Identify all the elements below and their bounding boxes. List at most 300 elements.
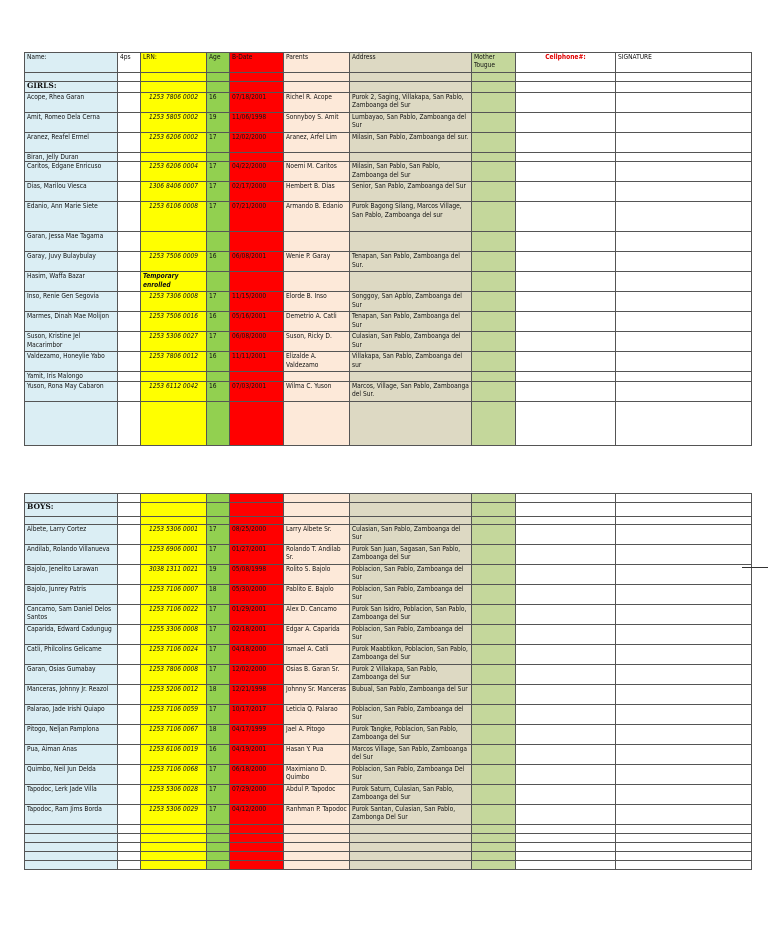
cell-empty [516, 545, 616, 565]
cell-empty [118, 252, 141, 272]
cell-address: Purok 2, Saging, Villakapa, San Pablo, Zamboanga del Sur [350, 93, 472, 113]
header-parents: Parents [284, 53, 350, 73]
cell-empty [284, 843, 350, 852]
cell-empty [616, 292, 752, 312]
cell-name: Albete, Larry Cortez [25, 525, 118, 545]
cell-lrn: 1253 6106 0008 [141, 202, 207, 232]
cell-empty [207, 843, 230, 852]
cell-bdate: 07/18/2001 [230, 93, 284, 113]
cell-lrn: 1253 7806 0008 [141, 665, 207, 685]
cell-parents: Demetrio A. Catli [284, 312, 350, 332]
table-row [25, 705, 752, 725]
cell-age: 16 [207, 312, 230, 332]
cell-empty [516, 585, 616, 605]
cell-empty [472, 685, 516, 705]
cell-lrn: Temporary enrolled [141, 272, 207, 292]
boys-section-label: BOYS: [25, 503, 118, 517]
table-row [25, 312, 752, 332]
cell-address: Milasin, San Pablo, San Pablo, Zamboanga del Sur [350, 162, 472, 182]
cell-empty [516, 843, 616, 852]
cell-empty [616, 153, 752, 162]
cell-lrn [141, 232, 207, 252]
table-row [25, 162, 752, 182]
cell-age: 17 [207, 625, 230, 645]
header-bdate: B-Date [230, 53, 284, 73]
cell-empty [616, 401, 752, 445]
cell-address: Purok Tangke, Poblacion, San Pablo, Zamboanga del Sur [350, 725, 472, 745]
cell-lrn: 1253 7106 0059 [141, 705, 207, 725]
girls-section-row [25, 82, 752, 93]
header-age: Age [207, 53, 230, 73]
table-row [25, 545, 752, 565]
cell-parents [284, 272, 350, 292]
cell-name: Tapodoc, Lerk Jade Villa [25, 785, 118, 805]
cell-name: Garan, Osias Gumabay [25, 665, 118, 685]
cell-empty [516, 372, 616, 381]
cell-empty [230, 852, 284, 861]
header-address: Address [350, 53, 472, 73]
cell-empty [207, 861, 230, 870]
cell-name: Cancamo, Sam Daniel Delos Santos [25, 605, 118, 625]
cell-lrn: 1253 7306 0008 [141, 292, 207, 312]
cell-empty [118, 605, 141, 625]
cell-empty [616, 182, 752, 202]
cell-empty [141, 825, 207, 834]
table-row [25, 252, 752, 272]
cell-empty [118, 312, 141, 332]
cell-empty [118, 372, 141, 381]
cell-name: Caritos, Edgane Enricuso [25, 162, 118, 182]
cell-empty [516, 202, 616, 232]
cell-empty [516, 401, 616, 445]
cell-address: Culasian, San Pablo, Zamboanga del Sur [350, 525, 472, 545]
cell-empty [616, 272, 752, 292]
cell-name: Valdezamo, Honeylie Yabo [25, 352, 118, 372]
cell-address: Milasin, San Pablo, Zamboanga del sur. [350, 133, 472, 153]
cell-empty [616, 133, 752, 153]
cell-empty [472, 312, 516, 332]
cell-name: Suson, Kristine Jel Macarimbor [25, 332, 118, 352]
cell-name: Tapodoc, Ram Jims Borda [25, 805, 118, 825]
cell-empty [118, 545, 141, 565]
cell-empty [350, 852, 472, 861]
cell-empty [118, 825, 141, 834]
cell-age: 17 [207, 545, 230, 565]
cell-empty [472, 745, 516, 765]
cell-parents [284, 232, 350, 252]
table-row [25, 372, 752, 381]
cell-bdate: 06/08/2000 [230, 332, 284, 352]
cell-lrn: 1253 5206 0012 [141, 685, 207, 705]
cell-lrn [141, 372, 207, 381]
cell-age: 17 [207, 705, 230, 725]
cell-empty [118, 805, 141, 825]
cell-empty [616, 162, 752, 182]
cell-empty [516, 785, 616, 805]
cell-empty [472, 232, 516, 252]
cell-age: 17 [207, 665, 230, 685]
cell-bdate: 05/16/2001 [230, 312, 284, 332]
table-row [25, 785, 752, 805]
stray-line [742, 567, 768, 568]
table-row [25, 861, 752, 870]
cell-bdate: 06/08/2001 [230, 252, 284, 272]
cell-empty [118, 745, 141, 765]
cell-age: 17 [207, 645, 230, 665]
cell-lrn: 1253 7506 0016 [141, 312, 207, 332]
cell-name: Andilab, Rolando Villanueva [25, 545, 118, 565]
cell-parents: Hasan Y. Pua [284, 745, 350, 765]
cell-empty [350, 843, 472, 852]
cell-empty [118, 625, 141, 645]
cell-empty [118, 381, 141, 401]
cell-parents: Johnny Sr. Manceras [284, 685, 350, 705]
cell-age: 16 [207, 93, 230, 113]
cell-name: Dias, Marilou Viesca [25, 182, 118, 202]
cell-lrn: 1253 6206 0002 [141, 133, 207, 153]
cell-parents: Alex D. Cancamo [284, 605, 350, 625]
cell-empty [230, 825, 284, 834]
cell-empty [118, 565, 141, 585]
cell-empty [118, 93, 141, 113]
cell-empty [472, 352, 516, 372]
cell-age: 17 [207, 805, 230, 825]
cell-address [350, 372, 472, 381]
cell-empty [118, 852, 141, 861]
cell-parents: Wenie P. Garay [284, 252, 350, 272]
cell-name: Pitogo, Neljan Pamplona [25, 725, 118, 745]
cell-empty [616, 352, 752, 372]
cell-empty [616, 805, 752, 825]
cell-empty [472, 202, 516, 232]
table-row [25, 834, 752, 843]
cell-empty [516, 153, 616, 162]
cell-empty [472, 332, 516, 352]
cell-bdate: 04/12/2000 [230, 805, 284, 825]
girls-roster-table [24, 52, 752, 446]
cell-age: 18 [207, 685, 230, 705]
cell-parents: Jael A. Pitogo [284, 725, 350, 745]
table-row [25, 625, 752, 645]
spacer-row [25, 494, 752, 503]
cell-empty [472, 525, 516, 545]
cell-empty [616, 545, 752, 565]
table-row [25, 292, 752, 312]
cell-empty [516, 605, 616, 625]
cell-age: 16 [207, 381, 230, 401]
cell-empty [472, 93, 516, 113]
cell-empty [25, 401, 118, 445]
cell-empty [141, 401, 207, 445]
cell-empty [284, 834, 350, 843]
cell-empty [516, 685, 616, 705]
cell-empty [118, 585, 141, 605]
cell-empty [616, 745, 752, 765]
cell-parents: Richel R. Acope [284, 93, 350, 113]
cell-empty [118, 685, 141, 705]
cell-address [350, 232, 472, 252]
cell-empty [516, 182, 616, 202]
table-row [25, 765, 752, 785]
cell-empty [516, 834, 616, 843]
table-row [25, 843, 752, 852]
cell-empty [472, 162, 516, 182]
cell-address [350, 153, 472, 162]
cell-empty [472, 401, 516, 445]
cell-empty [516, 861, 616, 870]
cell-empty [616, 843, 752, 852]
table-row [25, 725, 752, 745]
table-row [25, 645, 752, 665]
cell-bdate: 02/17/2000 [230, 182, 284, 202]
cell-empty [118, 182, 141, 202]
table-row [25, 401, 752, 445]
cell-empty [516, 312, 616, 332]
cell-empty [118, 705, 141, 725]
cell-bdate: 07/21/2000 [230, 202, 284, 232]
cell-name: Yuson, Rona May Cabaron [25, 381, 118, 401]
cell-empty [284, 861, 350, 870]
cell-name: Garay, Juvy Bulaybulay [25, 252, 118, 272]
cell-empty [616, 372, 752, 381]
cell-empty [230, 834, 284, 843]
cell-lrn: 1253 7506 0009 [141, 252, 207, 272]
header-signature: SIGNATURE [616, 53, 752, 73]
cell-empty [616, 93, 752, 113]
table-row [25, 805, 752, 825]
spacer-row [25, 73, 752, 82]
cell-age: 18 [207, 725, 230, 745]
cell-empty [118, 113, 141, 133]
cell-empty [472, 625, 516, 645]
cell-empty [118, 133, 141, 153]
table-row [25, 332, 752, 352]
cell-empty [230, 843, 284, 852]
cell-name: Manceras, Johnny Jr. Reazol [25, 685, 118, 705]
cell-address: Poblacion, San Pablo, Zamboanga del Sur [350, 565, 472, 585]
table-row [25, 232, 752, 252]
cell-empty [118, 332, 141, 352]
cell-address: Purok Santan, Culasian, San Pablo, Zambonga Del Sur [350, 805, 472, 825]
cell-empty [118, 645, 141, 665]
cell-address: Tenapan, San Pablo, Zamboanga del Sur [350, 312, 472, 332]
cell-empty [472, 825, 516, 834]
cell-empty [472, 585, 516, 605]
cell-bdate: 08/25/2000 [230, 525, 284, 545]
cell-empty [141, 861, 207, 870]
cell-lrn: 1253 7106 0068 [141, 765, 207, 785]
cell-empty [284, 852, 350, 861]
cell-empty [616, 725, 752, 745]
boys-roster-table [24, 493, 752, 870]
cell-parents: Armando B. Edanio [284, 202, 350, 232]
table-row [25, 381, 752, 401]
cell-age: 17 [207, 605, 230, 625]
cell-empty [472, 861, 516, 870]
cell-address: Purok Saturn, Culasian, San Pablo, Zamboanga del Sur [350, 785, 472, 805]
cell-parents: Pablito E. Bajolo [284, 585, 350, 605]
cell-name: Edanio, Ann Marie Siete [25, 202, 118, 232]
cell-bdate: 11/15/2000 [230, 292, 284, 312]
table-row [25, 272, 752, 292]
cell-empty [616, 525, 752, 545]
cell-name: Palarao, Jade Irishi Quiapo [25, 705, 118, 725]
cell-parents: Abdul P. Tapodoc [284, 785, 350, 805]
cell-empty [25, 861, 118, 870]
cell-empty [472, 605, 516, 625]
cell-address: Culasian, San Pablo, Zamboanga del Sur [350, 332, 472, 352]
cell-lrn: 1253 6112 0042 [141, 381, 207, 401]
cell-parents: Ismael A. Catli [284, 645, 350, 665]
cell-empty [350, 861, 472, 870]
cell-empty [472, 545, 516, 565]
cell-name: Caparida, Edward Cadungug [25, 625, 118, 645]
table-row [25, 525, 752, 545]
cell-age [207, 153, 230, 162]
cell-empty [284, 825, 350, 834]
cell-empty [230, 861, 284, 870]
table-row [25, 565, 752, 585]
table-row [25, 665, 752, 685]
header-name: Name: [25, 53, 118, 73]
table-row [25, 202, 752, 232]
cell-empty [472, 113, 516, 133]
cell-empty [118, 401, 141, 445]
cell-empty [207, 401, 230, 445]
cell-empty [516, 93, 616, 113]
cell-age [207, 272, 230, 292]
cell-empty [472, 834, 516, 843]
cell-address: Lumbayao, San Pablo, Zamboanga del Sur [350, 113, 472, 133]
cell-empty [472, 725, 516, 745]
cell-name: Inso, Renie Gen Segovia [25, 292, 118, 312]
cell-lrn: 1253 7106 0007 [141, 585, 207, 605]
cell-empty [516, 765, 616, 785]
cell-empty [141, 843, 207, 852]
cell-lrn: 1253 5306 0027 [141, 332, 207, 352]
cell-empty [516, 381, 616, 401]
cell-bdate [230, 153, 284, 162]
cell-bdate [230, 372, 284, 381]
cell-empty [207, 852, 230, 861]
cell-empty [516, 725, 616, 745]
cell-lrn: 1253 7106 0022 [141, 605, 207, 625]
cell-empty [118, 162, 141, 182]
cell-age: 19 [207, 113, 230, 133]
cell-address: Purok San Juan, Sagasan, San Pablo, Zamboanga del Sur [350, 545, 472, 565]
cell-age [207, 232, 230, 252]
cell-parents: Suson, Ricky D. [284, 332, 350, 352]
table-row [25, 133, 752, 153]
cell-empty [284, 401, 350, 445]
cell-age: 16 [207, 352, 230, 372]
cell-bdate: 12/21/1998 [230, 685, 284, 705]
cell-empty [516, 645, 616, 665]
cell-address: Poblacion, San Pablo, Zamboanga del Sur [350, 705, 472, 725]
cell-name: Bajolo, Junrey Patris [25, 585, 118, 605]
cell-age: 18 [207, 585, 230, 605]
cell-lrn: 1253 5805 0002 [141, 113, 207, 133]
cell-name: Acope, Rhea Garan [25, 93, 118, 113]
cell-address: Poblacion, San Pablo, Zamboanga Del Sur [350, 765, 472, 785]
cell-lrn: 1253 7806 0012 [141, 352, 207, 372]
cell-bdate: 04/22/2000 [230, 162, 284, 182]
cell-parents: Elizalde A. Valdezamo [284, 352, 350, 372]
cell-address: Bubual, San Pablo, Zamboanga del Sur [350, 685, 472, 705]
cell-name: Pua, Aiman Anas [25, 745, 118, 765]
cell-empty [25, 834, 118, 843]
cell-empty [472, 153, 516, 162]
cell-name: Yamit, Iris Malongo [25, 372, 118, 381]
cell-empty [516, 332, 616, 352]
cell-empty [472, 765, 516, 785]
cell-age: 19 [207, 565, 230, 585]
cell-name: Aranez, Reafel Ermel [25, 133, 118, 153]
table-row [25, 93, 752, 113]
cell-empty [516, 625, 616, 645]
cell-empty [118, 202, 141, 232]
boys-section-row [25, 503, 752, 517]
cell-bdate: 04/19/2001 [230, 745, 284, 765]
cell-empty [616, 585, 752, 605]
cell-empty [616, 232, 752, 252]
cell-address: Poblacion, San Pablo, Zamboanga del Sur [350, 585, 472, 605]
table-row [25, 182, 752, 202]
cell-address: Senior, San Pablo, Zamboanga del Sur [350, 182, 472, 202]
cell-parents: Rolando T. Andilab Sr. [284, 545, 350, 565]
cell-empty [516, 272, 616, 292]
cell-address: Purok San Isidro, Poblacion, San Pablo, Zamboanga del Sur [350, 605, 472, 625]
cell-name: Marmes, Dinah Mae Molijon [25, 312, 118, 332]
cell-empty [516, 705, 616, 725]
cell-bdate: 01/29/2001 [230, 605, 284, 625]
table-row [25, 585, 752, 605]
cell-empty [616, 312, 752, 332]
table-row [25, 153, 752, 162]
cell-empty [350, 401, 472, 445]
header-row [25, 53, 752, 73]
cell-empty [141, 852, 207, 861]
cell-empty [350, 825, 472, 834]
cell-age [207, 372, 230, 381]
cell-empty [516, 113, 616, 133]
cell-lrn: 1253 7106 0024 [141, 645, 207, 665]
cell-age: 17 [207, 765, 230, 785]
cell-empty [207, 825, 230, 834]
cell-parents: Maximiano D. Quimbo [284, 765, 350, 785]
cell-age: 17 [207, 162, 230, 182]
spacer-row [25, 517, 752, 525]
cell-empty [118, 843, 141, 852]
cell-parents: Wilma C. Yuson [284, 381, 350, 401]
cell-parents [284, 153, 350, 162]
cell-parents: Rolito S. Bajolo [284, 565, 350, 585]
cell-empty [118, 834, 141, 843]
table-row [25, 352, 752, 372]
cell-name: Bajolo, Jenelito Larawan [25, 565, 118, 585]
cell-age: 17 [207, 133, 230, 153]
cell-lrn: 1253 7806 0002 [141, 93, 207, 113]
cell-bdate: 11/06/1998 [230, 113, 284, 133]
cell-empty [472, 852, 516, 861]
cell-empty [472, 785, 516, 805]
cell-empty [516, 825, 616, 834]
header-mother-tongue: Mother Tougue [472, 53, 516, 73]
header-4ps: 4ps [118, 53, 141, 73]
cell-lrn: 1253 6906 0001 [141, 545, 207, 565]
cell-address: Purok 2 Villakapa, San Pablo, Zamboanga del Sur [350, 665, 472, 685]
cell-lrn [141, 153, 207, 162]
